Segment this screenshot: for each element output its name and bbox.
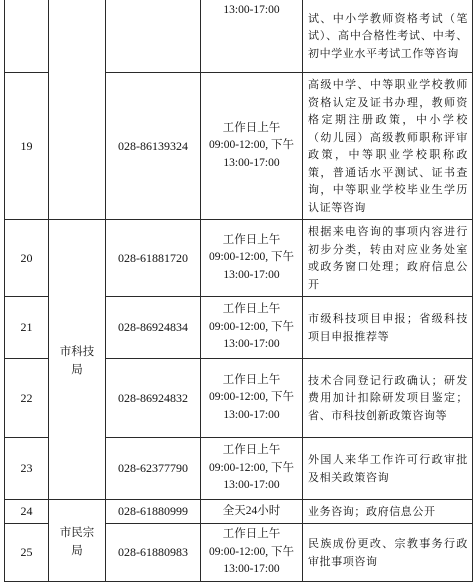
row-number: 21 <box>5 297 49 359</box>
service-hours <box>201 524 303 582</box>
hours-line: 13:00-17:00 <box>223 338 280 351</box>
service-hours <box>201 297 303 359</box>
row-number: 25 <box>5 524 49 582</box>
department-name: 市科技局 <box>59 343 95 376</box>
department-cell <box>49 0 106 220</box>
service-scope: 根据来电咨询的事项内容进行初步分类，转由对应业务处室或政务窗口处理；政府信息公开 <box>303 220 473 297</box>
service-scope: 试、中小学教师资格考试（笔试）、高中合格性考试、中考、初中学业水平考试工作等咨询 <box>303 0 473 73</box>
hours-line: 13:00-17:00 <box>223 156 280 169</box>
service-hours <box>201 359 303 438</box>
table-row <box>5 0 473 73</box>
hours-line: 13:00-17:00 <box>223 479 280 492</box>
hours-line: 09:00-12:00, 下午 <box>209 320 294 333</box>
hours-line: 工作日上午 <box>222 303 281 316</box>
table-row <box>5 500 473 524</box>
row-number <box>5 0 49 73</box>
row-number: 19 <box>5 73 49 220</box>
hours-line: 工作日上午 <box>222 444 281 457</box>
service-scope: 业务咨询；政府信息公开 <box>303 500 473 524</box>
phone-number: 028-61881720 <box>106 220 201 297</box>
service-hours <box>201 220 303 297</box>
department-cell <box>49 500 106 582</box>
department-name: 市民宗局 <box>59 524 95 557</box>
table-row <box>5 220 473 297</box>
hours-line: 09:00-12:00, 下午 <box>209 461 294 474</box>
hours-line: 工作日上午 <box>222 373 281 386</box>
phone-number: 028-61880983 <box>106 524 201 582</box>
service-scope: 技术合同登记行政确认；研发费用加计扣除研发项目鉴定；省、市科技创新政策咨询等 <box>303 359 473 438</box>
service-hours <box>201 0 303 73</box>
hours-line: 13:00-17:00 <box>223 563 280 576</box>
hours-line: 09:00-12:00, 下午 <box>209 139 294 152</box>
service-scope: 民族成份更改、宗教事务行政审批事项咨询 <box>303 524 473 582</box>
hours-line: 13:00-17:00 <box>223 4 280 16</box>
service-scope: 高级中学、中等职业学校教师资格认定及证书办理，教师资格定期注册政策，中小学校（幼儿园）高级教师职称评审政策，中等职业学校职称政策，普通话水平测试、证书查询，中等职业学校毕业生学历认证等咨询 <box>303 73 473 220</box>
phone-number: 028-61880999 <box>106 500 201 524</box>
hours-line: 全天24小时 <box>222 504 281 517</box>
phone-number: 028-86139324 <box>106 73 201 220</box>
phone-number <box>106 0 201 73</box>
phone-number: 028-62377790 <box>106 438 201 500</box>
phone-number: 028-86924832 <box>106 359 201 438</box>
hours-line: 工作日上午 <box>222 233 281 246</box>
service-scope: 外国人来华工作许可行政审批及相关政策咨询 <box>303 438 473 500</box>
service-hours <box>201 73 303 220</box>
hours-line: 13:00-17:00 <box>223 268 280 281</box>
row-number: 22 <box>5 359 49 438</box>
hours-line: 09:00-12:00, 下午 <box>209 251 294 264</box>
hotline-table <box>4 0 473 582</box>
hours-line: 工作日上午 <box>222 528 281 541</box>
hours-line: 09:00-12:00, 下午 <box>209 545 294 558</box>
service-hours <box>201 500 303 524</box>
row-number: 23 <box>5 438 49 500</box>
row-number: 24 <box>5 500 49 524</box>
phone-number: 028-86924834 <box>106 297 201 359</box>
department-cell <box>49 220 106 500</box>
row-number: 20 <box>5 220 49 297</box>
hours-line: 09:00-12:00, 下午 <box>209 391 294 404</box>
service-scope: 市级科技项目申报；省级科技项目申报推荐等 <box>303 297 473 359</box>
service-hours <box>201 438 303 500</box>
hours-line: 13:00-17:00 <box>223 408 280 421</box>
hours-line: 工作日上午 <box>222 121 281 134</box>
